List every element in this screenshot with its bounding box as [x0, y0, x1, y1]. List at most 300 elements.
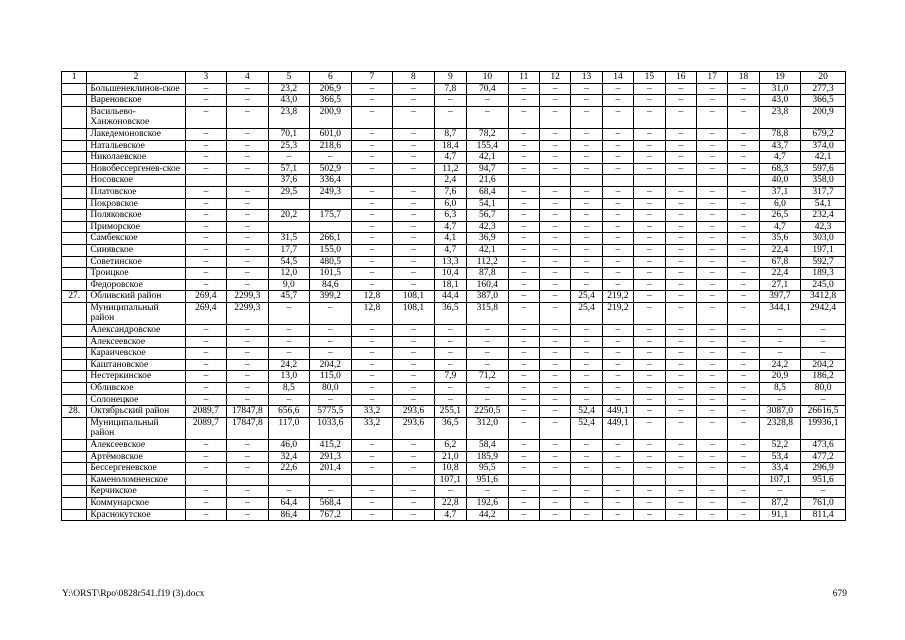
- column-number: 10: [467, 72, 509, 84]
- row-number: [62, 302, 87, 324]
- table-cell: 11,2: [434, 163, 466, 175]
- table-cell: –: [696, 140, 727, 152]
- table-cell: –: [539, 186, 570, 198]
- table-cell: 449,1: [602, 417, 633, 439]
- row-name: Каштановское: [87, 359, 185, 371]
- table-cell: –: [467, 336, 509, 348]
- table-cell: –: [602, 371, 633, 383]
- table-cell: 449,1: [602, 406, 633, 418]
- table-cell: –: [508, 394, 539, 406]
- table-cell: –: [696, 152, 727, 164]
- table-cell: –: [571, 244, 602, 256]
- table-cell: –: [227, 128, 269, 140]
- table-cell: 71,2: [467, 371, 509, 383]
- table-cell: –: [602, 325, 633, 337]
- table-cell: 155,4: [467, 140, 509, 152]
- table-cell: –: [571, 128, 602, 140]
- table-row: [62, 198, 846, 210]
- row-number: [62, 140, 87, 152]
- table-cell: –: [508, 325, 539, 337]
- table-cell: –: [571, 268, 602, 280]
- table-row: [62, 128, 846, 140]
- table-cell: –: [227, 268, 269, 280]
- table-cell: 54,5: [268, 256, 310, 268]
- table-cell: –: [634, 497, 665, 509]
- table-cell: –: [728, 383, 759, 395]
- table-cell: 43,0: [268, 95, 310, 107]
- table-cell: –: [728, 83, 759, 95]
- table-cell: –: [185, 256, 227, 268]
- table-cell: –: [571, 383, 602, 395]
- table-cell: –: [185, 509, 227, 521]
- row-name: Солонецкое: [87, 394, 185, 406]
- table-cell: 296,9: [801, 463, 846, 475]
- table-cell: 117,0: [268, 417, 310, 439]
- table-cell: 44,4: [434, 291, 466, 303]
- table-cell: –: [602, 463, 633, 475]
- table-cell: –: [227, 359, 269, 371]
- row-number: [62, 128, 87, 140]
- table-cell: 597,6: [801, 163, 846, 175]
- row-number: [62, 175, 87, 187]
- table-row: [62, 302, 846, 324]
- table-cell: –: [728, 451, 759, 463]
- row-name: Новобессергенев-ское: [87, 163, 185, 175]
- table-cell: –: [310, 152, 352, 164]
- table-cell: –: [602, 233, 633, 245]
- table-cell: 601,0: [310, 128, 352, 140]
- table-cell: –: [393, 325, 435, 337]
- table-cell: –: [696, 348, 727, 360]
- table-cell: –: [602, 394, 633, 406]
- table-cell: –: [665, 394, 696, 406]
- table-cell: –: [801, 394, 846, 406]
- table-row: [62, 256, 846, 268]
- table-cell: [634, 474, 665, 486]
- table-cell: 7,6: [434, 186, 466, 198]
- table-cell: –: [539, 291, 570, 303]
- table-cell: –: [508, 440, 539, 452]
- table-cell: –: [393, 463, 435, 475]
- table-cell: –: [268, 348, 310, 360]
- table-cell: 656,6: [268, 406, 310, 418]
- table-cell: [185, 474, 227, 486]
- table-cell: [351, 175, 393, 187]
- table-cell: 23,2: [268, 83, 310, 95]
- table-cell: –: [634, 83, 665, 95]
- table-cell: 21,0: [434, 451, 466, 463]
- table-cell: –: [227, 325, 269, 337]
- table-cell: –: [728, 359, 759, 371]
- table-cell: 160,4: [467, 279, 509, 291]
- table-row: [62, 186, 846, 198]
- table-cell: 108,1: [393, 291, 435, 303]
- table-cell: –: [539, 210, 570, 222]
- table-cell: –: [539, 497, 570, 509]
- table-cell: –: [351, 497, 393, 509]
- table-cell: –: [393, 210, 435, 222]
- table-row: [62, 497, 846, 509]
- table-cell: –: [634, 256, 665, 268]
- table-cell: 23,8: [759, 106, 801, 128]
- table-cell: 255,1: [434, 406, 466, 418]
- table-cell: 761,0: [801, 497, 846, 509]
- table-cell: –: [434, 336, 466, 348]
- table-cell: 293,6: [393, 417, 435, 439]
- table-row: [62, 83, 846, 95]
- row-name: Вареновское: [87, 95, 185, 107]
- table-cell: 23,8: [268, 106, 310, 128]
- row-number: 28.: [62, 406, 87, 418]
- table-cell: –: [665, 210, 696, 222]
- table-row: [62, 348, 846, 360]
- table-cell: –: [571, 163, 602, 175]
- row-name: Обливский район: [87, 291, 185, 303]
- table-cell: –: [696, 221, 727, 233]
- table-cell: 249,3: [310, 186, 352, 198]
- column-number: 14: [602, 72, 633, 84]
- table-cell: –: [351, 463, 393, 475]
- table-cell: –: [508, 302, 539, 324]
- table-cell: –: [571, 198, 602, 210]
- table-cell: –: [571, 140, 602, 152]
- table-cell: –: [634, 140, 665, 152]
- table-cell: –: [310, 336, 352, 348]
- table-cell: –: [393, 486, 435, 498]
- column-number: 2: [87, 72, 185, 84]
- row-name: Троицкое: [87, 268, 185, 280]
- row-name: Октябрьский район: [87, 406, 185, 418]
- table-cell: –: [665, 268, 696, 280]
- table-cell: –: [539, 233, 570, 245]
- row-number: [62, 106, 87, 128]
- column-number: 19: [759, 72, 801, 84]
- table-cell: –: [351, 268, 393, 280]
- table-cell: 6,0: [434, 198, 466, 210]
- table-cell: –: [508, 140, 539, 152]
- table-cell: –: [268, 152, 310, 164]
- table-cell: –: [665, 233, 696, 245]
- table-cell: 45,7: [268, 291, 310, 303]
- table-cell: –: [759, 348, 801, 360]
- table-cell: –: [696, 336, 727, 348]
- table-cell: –: [665, 417, 696, 439]
- table-cell: –: [351, 509, 393, 521]
- table-cell: 2942,4: [801, 302, 846, 324]
- table-cell: –: [634, 128, 665, 140]
- table-cell: –: [634, 279, 665, 291]
- table-cell: –: [539, 406, 570, 418]
- table-cell: –: [310, 486, 352, 498]
- table-cell: –: [696, 497, 727, 509]
- table-cell: 57,1: [268, 163, 310, 175]
- table-cell: 293,6: [393, 406, 435, 418]
- table-cell: 17847,8: [227, 417, 269, 439]
- table-cell: –: [665, 509, 696, 521]
- table-row: [62, 486, 846, 498]
- table-cell: 206,9: [310, 83, 352, 95]
- table-cell: 4,7: [759, 152, 801, 164]
- column-number: 3: [185, 72, 227, 84]
- table-cell: –: [351, 95, 393, 107]
- table-cell: –: [571, 152, 602, 164]
- row-number: [62, 348, 87, 360]
- table-cell: –: [801, 348, 846, 360]
- table-cell: 2299,3: [227, 291, 269, 303]
- table-cell: 155,0: [310, 244, 352, 256]
- table-cell: 197,1: [801, 244, 846, 256]
- table-cell: 10,8: [434, 463, 466, 475]
- table-cell: –: [571, 186, 602, 198]
- table-cell: 17847,8: [227, 406, 269, 418]
- table-cell: 68,3: [759, 163, 801, 175]
- table-cell: 78,8: [759, 128, 801, 140]
- table-cell: –: [227, 244, 269, 256]
- row-number: [62, 198, 87, 210]
- table-cell: [602, 175, 633, 187]
- table-cell: –: [351, 359, 393, 371]
- row-number: [62, 451, 87, 463]
- table-cell: –: [634, 463, 665, 475]
- table-cell: 6,0: [759, 198, 801, 210]
- row-number: [62, 486, 87, 498]
- table-cell: 336,4: [310, 175, 352, 187]
- table-cell: 42,1: [801, 152, 846, 164]
- table-cell: 269,4: [185, 302, 227, 324]
- table-cell: 87,8: [467, 268, 509, 280]
- table-cell: 10,4: [434, 268, 466, 280]
- row-name: Большенеклинов-ское: [87, 83, 185, 95]
- table-cell: –: [728, 509, 759, 521]
- table-cell: [310, 221, 352, 233]
- table-cell: –: [539, 440, 570, 452]
- table-cell: 374,0: [801, 140, 846, 152]
- table-cell: 204,2: [310, 359, 352, 371]
- table-cell: –: [508, 336, 539, 348]
- table-cell: 7,9: [434, 371, 466, 383]
- table-cell: –: [759, 394, 801, 406]
- table-cell: 108,1: [393, 302, 435, 324]
- table-cell: –: [696, 128, 727, 140]
- table-cell: –: [665, 128, 696, 140]
- table-cell: –: [728, 486, 759, 498]
- table-row: [62, 175, 846, 187]
- table-cell: –: [634, 394, 665, 406]
- table-cell: 358,0: [801, 175, 846, 187]
- table-cell: 192,6: [467, 497, 509, 509]
- table-cell: –: [665, 440, 696, 452]
- table-cell: –: [539, 198, 570, 210]
- table-row: [62, 233, 846, 245]
- table-cell: 477,2: [801, 451, 846, 463]
- column-number: 4: [227, 72, 269, 84]
- table-row: [62, 163, 846, 175]
- table-cell: –: [728, 221, 759, 233]
- table-cell: –: [696, 509, 727, 521]
- table-cell: –: [185, 383, 227, 395]
- table-cell: 52,4: [571, 417, 602, 439]
- table-cell: –: [351, 383, 393, 395]
- row-name: Каменоломненское: [87, 474, 185, 486]
- table-cell: –: [508, 95, 539, 107]
- row-number: [62, 163, 87, 175]
- row-number: [62, 509, 87, 521]
- table-cell: 189,3: [801, 268, 846, 280]
- table-cell: –: [571, 463, 602, 475]
- table-cell: 46,0: [268, 440, 310, 452]
- table-cell: –: [728, 394, 759, 406]
- table-cell: –: [185, 198, 227, 210]
- table-cell: 4,7: [759, 221, 801, 233]
- table-cell: –: [696, 440, 727, 452]
- table-cell: –: [539, 83, 570, 95]
- table-cell: –: [602, 163, 633, 175]
- table-cell: [571, 175, 602, 187]
- table-cell: –: [539, 95, 570, 107]
- table-cell: –: [393, 244, 435, 256]
- table-cell: –: [508, 256, 539, 268]
- table-cell: –: [351, 163, 393, 175]
- table-cell: –: [393, 268, 435, 280]
- table-cell: 80,0: [801, 383, 846, 395]
- table-cell: –: [310, 325, 352, 337]
- row-name: Керчикское: [87, 486, 185, 498]
- table-cell: –: [665, 198, 696, 210]
- table-cell: [571, 474, 602, 486]
- row-name: Обливское: [87, 383, 185, 395]
- table-cell: 84,6: [310, 279, 352, 291]
- table-cell: –: [634, 106, 665, 128]
- table-cell: –: [728, 291, 759, 303]
- table-cell: –: [602, 256, 633, 268]
- table-cell: –: [539, 417, 570, 439]
- table-cell: –: [728, 406, 759, 418]
- table-cell: –: [728, 106, 759, 128]
- table-cell: –: [227, 140, 269, 152]
- table-cell: 4,7: [434, 244, 466, 256]
- table-cell: –: [602, 186, 633, 198]
- table-cell: –: [602, 83, 633, 95]
- row-number: [62, 417, 87, 439]
- table-cell: –: [696, 463, 727, 475]
- table-cell: –: [351, 83, 393, 95]
- table-cell: –: [634, 440, 665, 452]
- row-number: [62, 463, 87, 475]
- table-cell: –: [185, 128, 227, 140]
- row-number: [62, 244, 87, 256]
- table-cell: –: [539, 463, 570, 475]
- table-cell: –: [665, 163, 696, 175]
- column-number: 1: [62, 72, 87, 84]
- table-cell: 19936,1: [801, 417, 846, 439]
- table-cell: –: [728, 256, 759, 268]
- column-number: 20: [801, 72, 846, 84]
- table-cell: –: [665, 497, 696, 509]
- table-cell: –: [539, 152, 570, 164]
- row-name: Артёмовское: [87, 451, 185, 463]
- table-cell: –: [268, 394, 310, 406]
- table-cell: 43,7: [759, 140, 801, 152]
- table-cell: –: [801, 325, 846, 337]
- table-cell: 397,7: [759, 291, 801, 303]
- table-cell: 36,5: [434, 302, 466, 324]
- table-cell: –: [571, 359, 602, 371]
- table-row: [62, 336, 846, 348]
- table-cell: –: [571, 440, 602, 452]
- table-row: [62, 325, 846, 337]
- table-cell: –: [801, 336, 846, 348]
- table-cell: –: [665, 325, 696, 337]
- table-cell: –: [539, 359, 570, 371]
- table-cell: –: [539, 302, 570, 324]
- table-cell: –: [508, 451, 539, 463]
- table-cell: –: [434, 394, 466, 406]
- table-cell: 219,2: [602, 302, 633, 324]
- table-cell: –: [602, 348, 633, 360]
- table-cell: –: [508, 359, 539, 371]
- table-cell: –: [227, 83, 269, 95]
- table-cell: –: [508, 186, 539, 198]
- table-cell: 3087,0: [759, 406, 801, 418]
- table-cell: 70,1: [268, 128, 310, 140]
- table-cell: 21,6: [467, 175, 509, 187]
- table-cell: –: [571, 371, 602, 383]
- table-cell: –: [467, 486, 509, 498]
- table-cell: –: [602, 497, 633, 509]
- table-cell: –: [227, 163, 269, 175]
- table-cell: –: [602, 128, 633, 140]
- column-number: 12: [539, 72, 570, 84]
- table-cell: 175,7: [310, 210, 352, 222]
- table-cell: –: [351, 394, 393, 406]
- table-cell: 33,2: [351, 406, 393, 418]
- row-name: Поляковское: [87, 210, 185, 222]
- table-cell: –: [665, 302, 696, 324]
- table-cell: –: [434, 106, 466, 128]
- table-cell: 811,4: [801, 509, 846, 521]
- table-cell: –: [185, 268, 227, 280]
- table-cell: –: [227, 383, 269, 395]
- table-cell: 317,7: [801, 186, 846, 198]
- table-cell: –: [539, 336, 570, 348]
- table-cell: –: [434, 95, 466, 107]
- table-cell: [634, 175, 665, 187]
- table-cell: –: [571, 451, 602, 463]
- column-number: 8: [393, 72, 435, 84]
- row-number: [62, 210, 87, 222]
- table-cell: –: [665, 186, 696, 198]
- header-row: [62, 72, 846, 84]
- table-cell: 25,4: [571, 302, 602, 324]
- table-cell: –: [665, 140, 696, 152]
- table-cell: –: [634, 451, 665, 463]
- table-cell: –: [351, 186, 393, 198]
- table-cell: 80,0: [310, 383, 352, 395]
- table-cell: –: [571, 509, 602, 521]
- table-cell: 33,4: [759, 463, 801, 475]
- row-number: [62, 440, 87, 452]
- table-cell: –: [227, 210, 269, 222]
- table-cell: –: [539, 128, 570, 140]
- table-row: [62, 417, 846, 439]
- row-number: [62, 279, 87, 291]
- table-row: [62, 152, 846, 164]
- table-cell: –: [508, 244, 539, 256]
- table-cell: 91,1: [759, 509, 801, 521]
- table-cell: –: [539, 268, 570, 280]
- table-cell: 266,1: [310, 233, 352, 245]
- table-cell: –: [602, 244, 633, 256]
